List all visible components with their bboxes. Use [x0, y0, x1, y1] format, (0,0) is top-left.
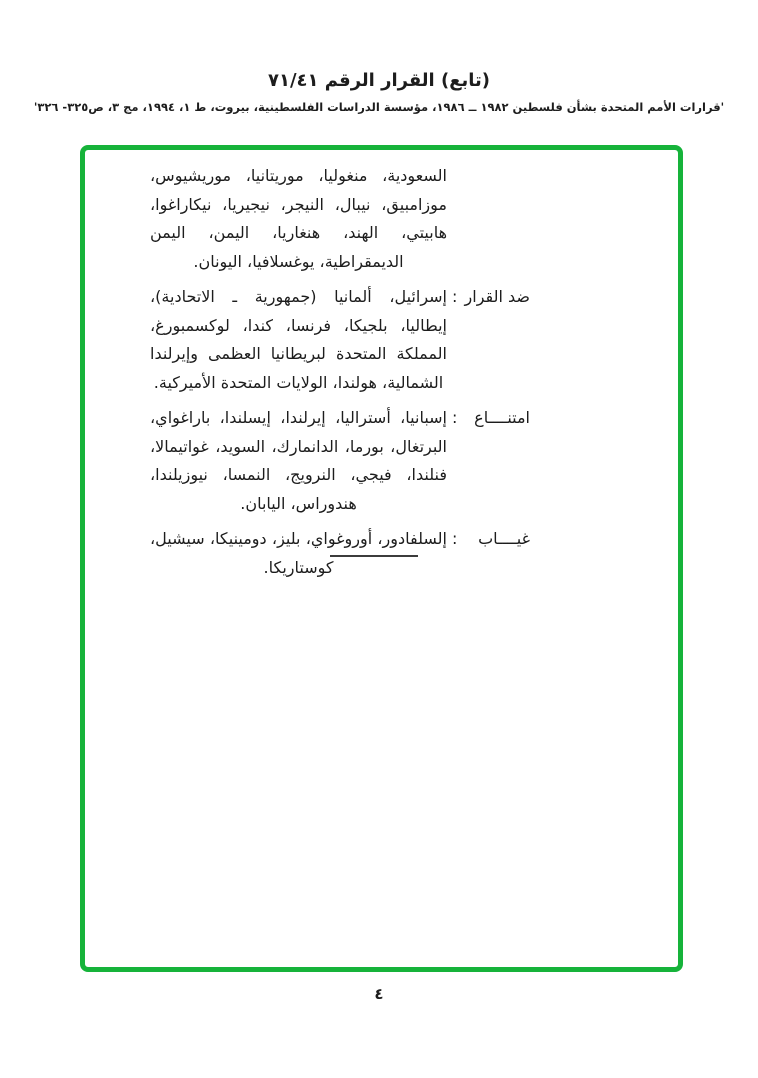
label-text: امتنــــاع	[474, 408, 530, 427]
label-text: غيــــاب	[478, 529, 530, 548]
label-colon: :	[452, 287, 458, 306]
label-colon: :	[452, 408, 458, 427]
vote-entry-label	[450, 525, 530, 582]
vote-record-text	[150, 162, 530, 589]
vote-entry-label	[450, 404, 530, 518]
label-text: ضد القرار	[464, 287, 530, 306]
green-border-frame	[80, 145, 683, 972]
abstain-countries-list: إسبانيا، أستراليا، إيرلندا، إيسلندا، باراغواي، البرتغال، بورما، الدانمارك، السويد، غواتيمالا، فنلندا، فيجي، النرويج، النمسا، نيوزيلندا، هندوراس، اليابان.	[150, 408, 447, 513]
label-colon: :	[452, 529, 458, 548]
page-number: ٤	[374, 985, 384, 1003]
vote-entry-label	[450, 283, 530, 397]
page-title: (تابع) القرار الرقم ٧١/٤١	[268, 70, 490, 91]
section-divider-rule	[330, 555, 418, 557]
against-countries-list: إسرائيل، ألمانيا (جمهورية ـ الاتحادية)، إيطاليا، بلجيكا، فرنسا، كندا، لوكسمبورغ، المملكة المتحدة لبريطانيا العظمى وإيرلندا الشمالية، هولندا، الولايات المتحدة الأميركية.	[150, 287, 447, 392]
vote-entry-absent	[150, 525, 530, 582]
absent-countries-list: إلسلفادور، أوروغواي، بليز، دومينيكا، سيشيل، كوستاريكا.	[150, 529, 447, 577]
vote-entry-abstain	[150, 404, 530, 518]
in-favor-list-continuation: السعودية، منغوليا، موريتانيا، موريشيوس، موزامبيق، نيبال، النيجر، نيجيريا، نيكاراغوا، هابيتي، الهند، هنغاريا، اليمن، اليمن الديمقراطية، يوغسلافيا، اليونان.	[150, 166, 447, 271]
vote-entry-against	[150, 283, 530, 397]
citation-line: 'قرارات الأمم المتحدة بشأن فلسطين ١٩٨٢ ــ ١٩٨٦، مؤسسة الدراسات الفلسطينية، بيروت، ط ١، ١٩٩٤، مج ٣، ص٣٢٥- ٣٢٦'	[33, 100, 725, 114]
